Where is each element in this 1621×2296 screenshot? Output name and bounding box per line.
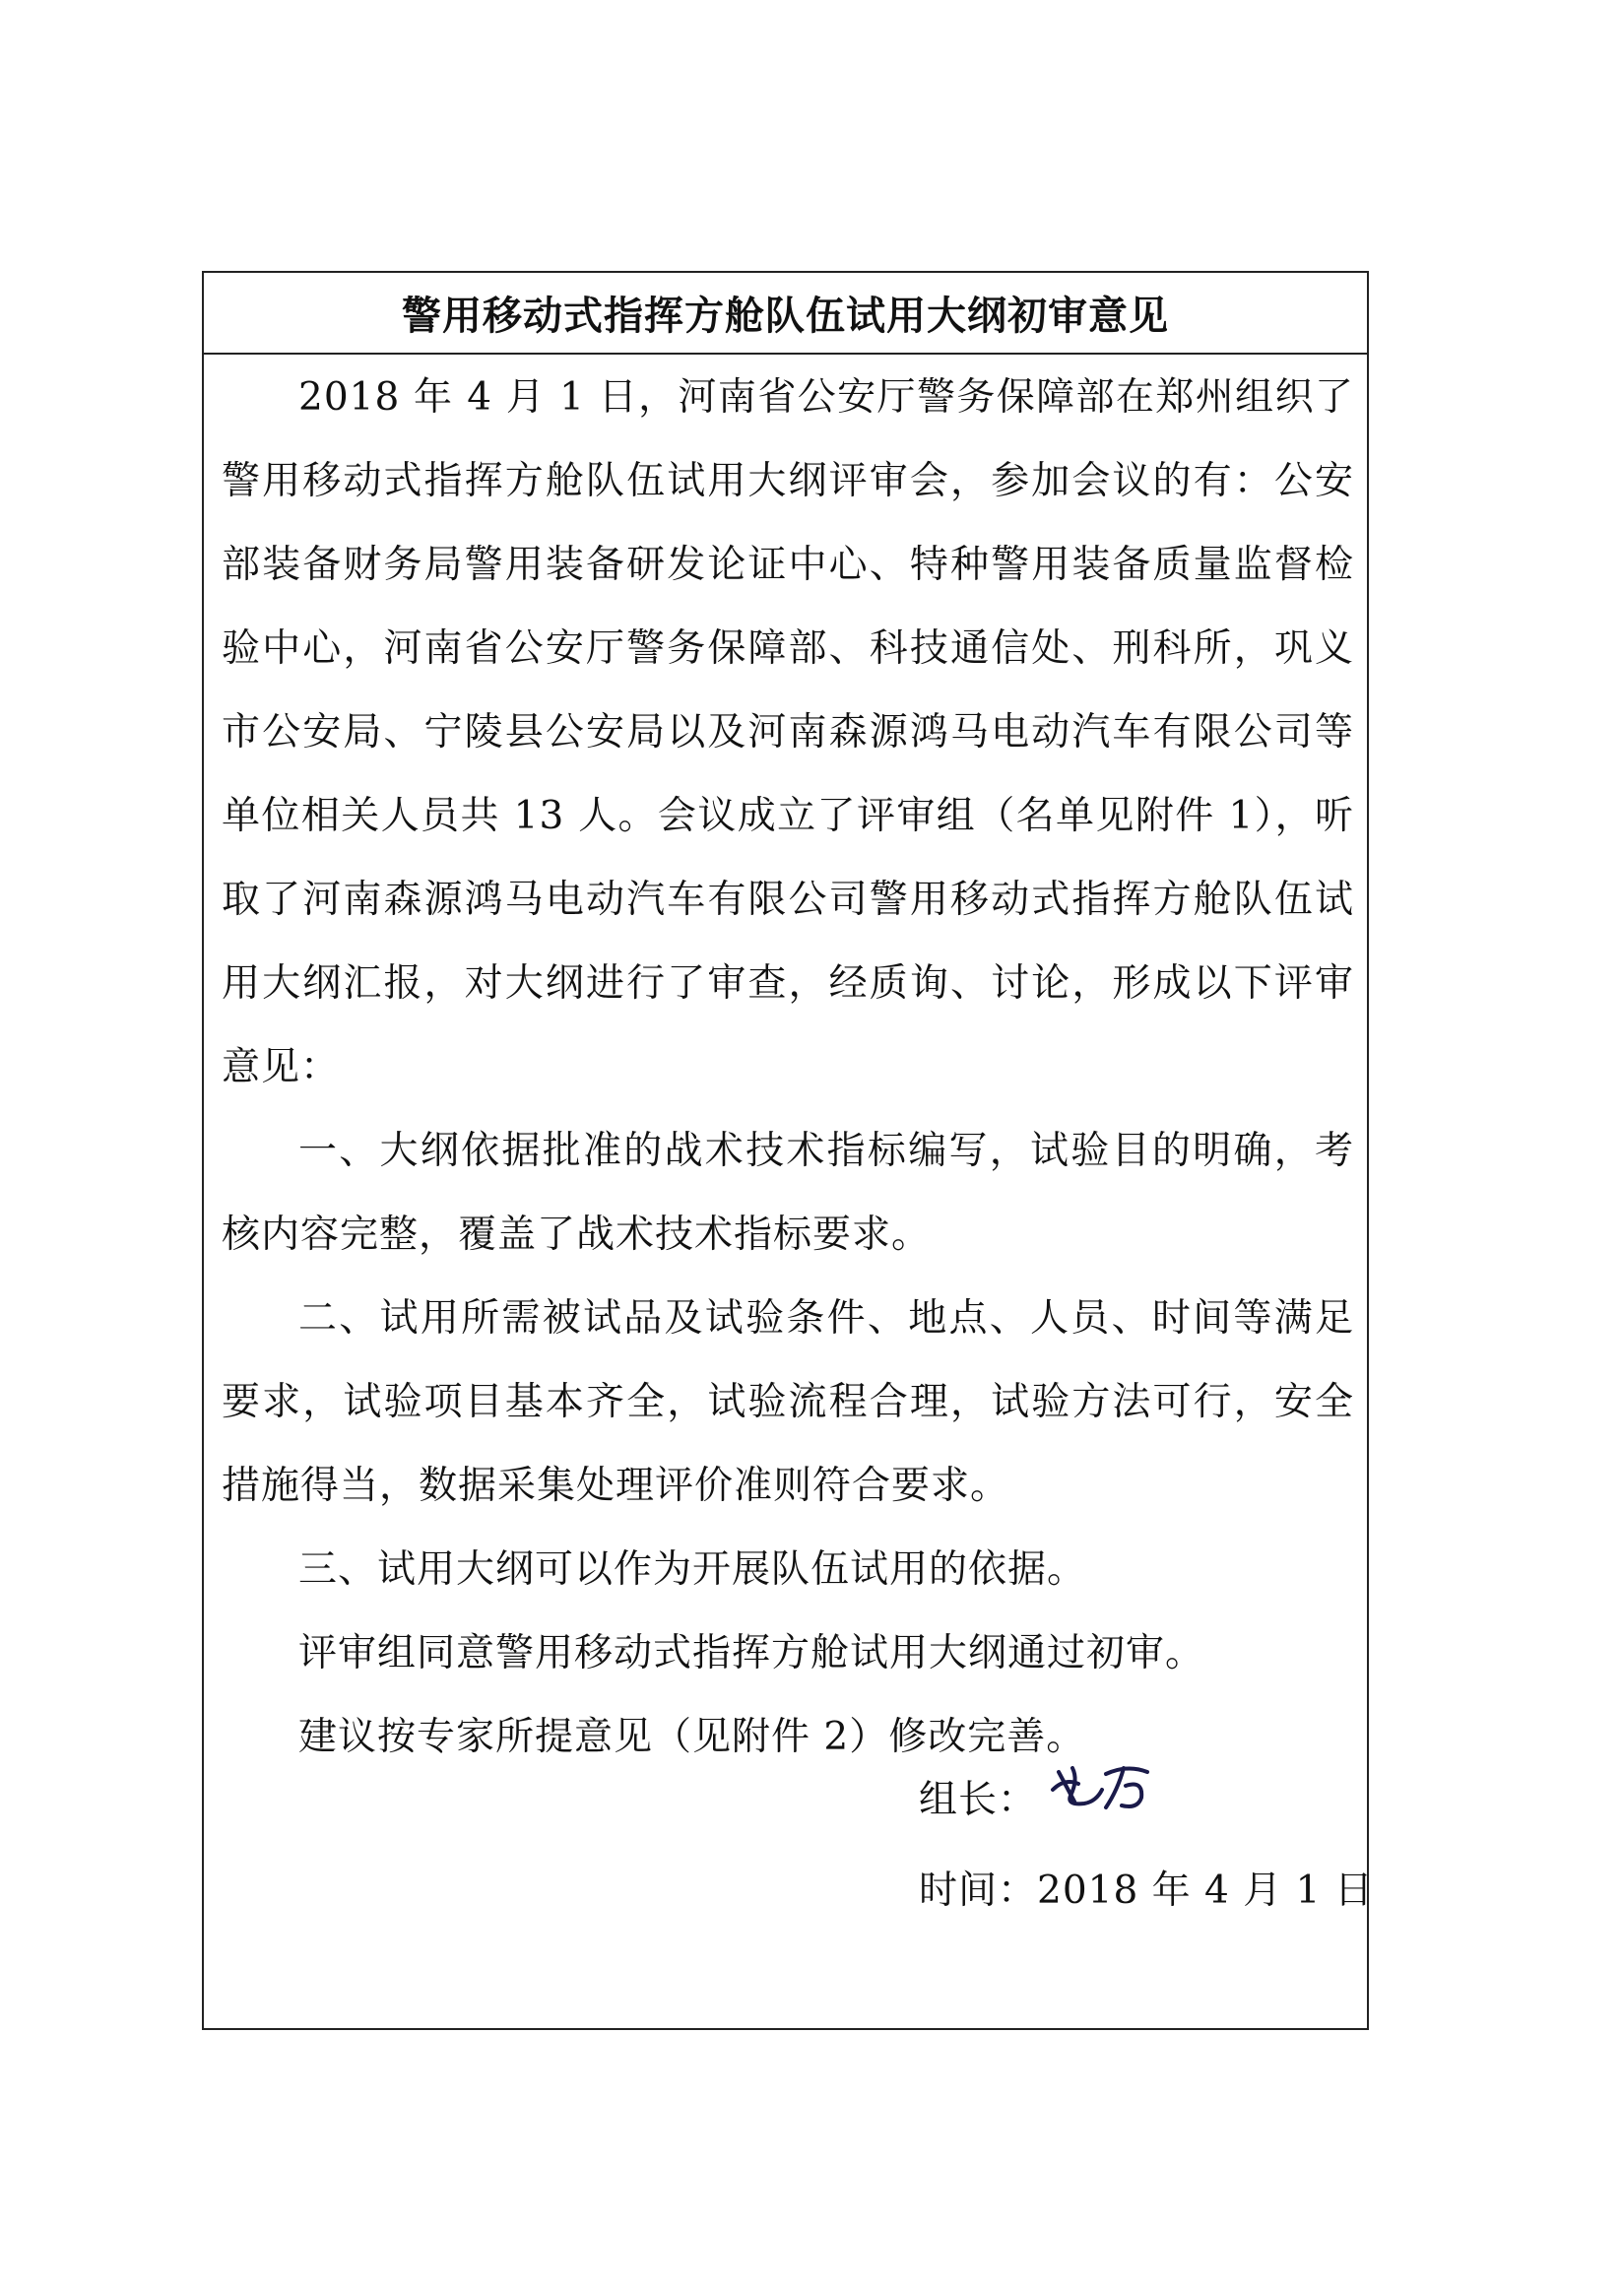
signature-block: [919, 1750, 1374, 1933]
paragraph-suggestion: 建议按专家所提意见（见附件 2）修改完善。: [298, 1715, 1086, 1759]
paragraph-intro: 2018 年 4 月 1 日，河南省公安厅警务保障部在郑州组织了警用移动式指挥方舱队伍试用大纲评审会，参加会议的有：公安部装备财务局警用装备研发论证中心、特种警用装备质量监督检验中心，河南省公安厅警务保障部、科技通信处、刑科所，巩义市公安局、宁陵县公安局以及河南森源鸿马电动汽车有限公司等单位相关人员共 13 人。会议成立了评审组（名单见附件 1），听取了河南森源鸿马电动汽车有限公司警用移动式指挥方舱队伍试用大纲汇报，对大纲进行了审查，经质询、讨论，形成以下评审意见：: [222, 375, 1354, 1089]
review-opinion-table: [202, 271, 1374, 2030]
document-title: 警用移动式指挥方舱队伍试用大纲初审意见: [402, 294, 1169, 339]
paragraph-opinion-3: 三、试用大纲可以作为开展队伍试用的依据。: [298, 1547, 1087, 1592]
paragraph-opinion-1: 一、大纲依据批准的战术技术指标编写，试验目的明确，考核内容完整，覆盖了战术技术指标要求。: [222, 1129, 1354, 1257]
opinion-body: [222, 356, 1354, 1779]
paragraph-approval: 评审组同意警用移动式指挥方舱试用大纲通过初审。: [298, 1631, 1205, 1675]
title-row: [204, 273, 1367, 355]
handwritten-signature: [1045, 1750, 1173, 1849]
leader-label: 组长：: [919, 1777, 1038, 1822]
paragraph-opinion-2: 二、试用所需被试品及试验条件、地点、人员、时间等满足要求，试验项目基本齐全，试验流程合理，试验方法可行，安全措施得当，数据采集处理评价准则符合要求。: [222, 1296, 1354, 1508]
leader-line: [919, 1750, 1352, 1849]
date-line: 时间：2018 年 4 月 1 日: [919, 1869, 1374, 1913]
